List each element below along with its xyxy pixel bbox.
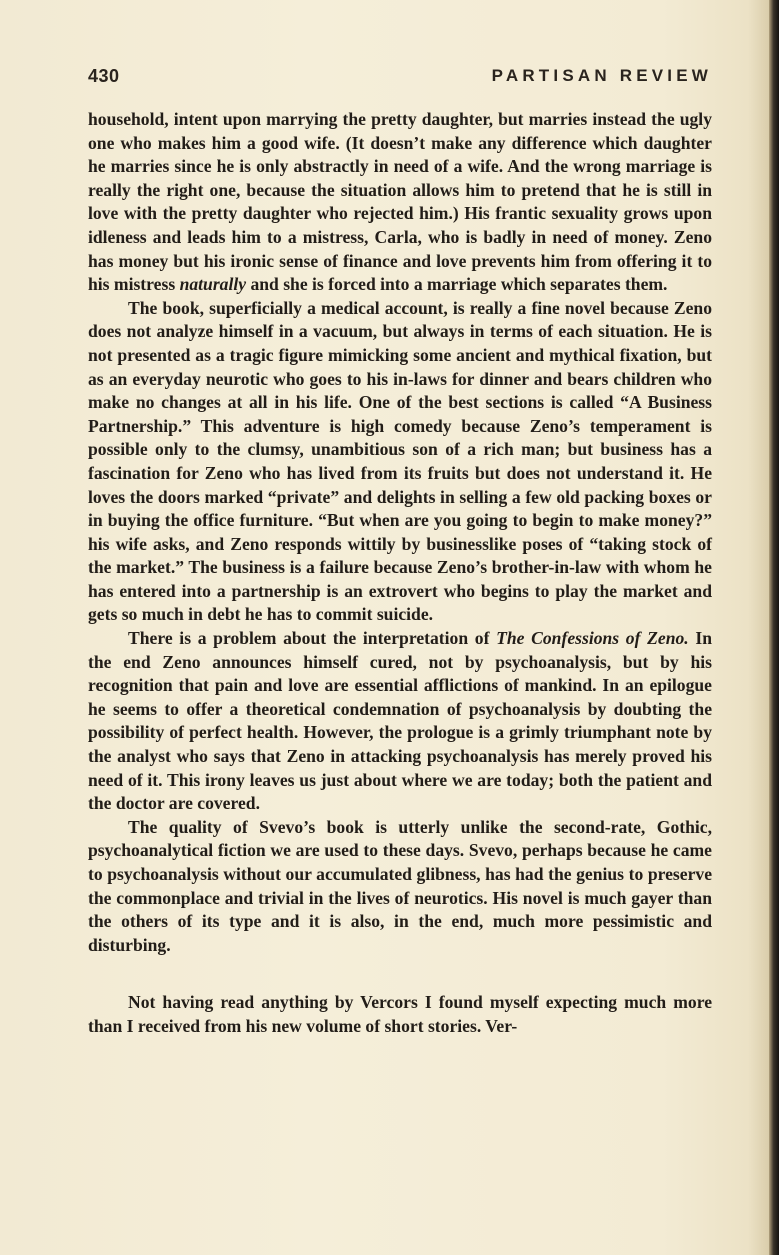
text-segment: The book, superficially a medical account, is really a fine novel because Zeno does not analyze himself in a vacuum, but always in terms of each situation. He is not presented as a tragic figure mimicking some ancient and mythical fixation, but as an everyday neurotic who goes to his in-laws for dinner and bears children who make no changes at all in his life. One of the best sections is called “A Business Partnership.” This adventure is high comedy because Zeno’s temperament is possible only to the clumsy, unambitious son of a rich man; but business has a fascination for Zeno who has lived from its fruits but does not understand it. He loves the doors marked “private” and delights in selling a few old packing boxes or in buying the office furniture. “But when are you going to begin to make money?” his wife asks, and Zeno responds wittily by businesslike poses of “taking stock of the market.” The business is a failure because Zeno’s brother-in-law with whom he has entered into a partnership is an extrovert who begins to play the market and gets so much in debt he has to commit suicide. <box>88 297 712 625</box>
page-number: 430 <box>88 66 120 86</box>
body-text <box>88 108 712 1039</box>
text-segment: The quality of Svevo’s book is utterly unlike the second-rate, Gothic, psychoanalytical fiction we are used to these days. Svevo, perhaps because he came to psychoanalysis without our accumulated glibness, has had the genius to preserve the commonplace and trivial in the lives of neurotics. His novel is much gayer than the others of its type and it is also, in the end, much more pessimistic and disturbing. <box>88 816 712 955</box>
page-binding-edge <box>769 0 779 1255</box>
paragraph-3 <box>88 627 712 816</box>
text-segment: Not having read anything by Vercors I found myself expecting much more than I received from his new volume of short stories. Ver- <box>88 992 712 1036</box>
paragraph-4 <box>88 816 712 958</box>
text-segment: In the end Zeno announces himself cured, not by psychoanalysis, but by his recognition that pain and love are essential afflictions of mankind. In an epilogue he seems to offer a theoretical condemnation of psychoanalysis by doubting the possibility of perfect health. However, the prologue is a grimly triumphant note by the analyst who says that Zeno in attacking psychoanalysis has merely proved his need of it. This irony leaves us just about where we are today; both the patient and the doctor are covered. <box>88 628 712 814</box>
paragraph-2 <box>88 297 712 627</box>
paragraph-5 <box>88 991 712 1038</box>
text-segment: and she is forced into a marriage which separates them. <box>246 274 668 295</box>
running-head: PARTISAN REVIEW <box>491 66 712 85</box>
paragraph-1 <box>88 108 712 297</box>
text-segment: household, intent upon marrying the pretty daughter, but marries instead the ugly one who makes him a good wife. (It doesn’t make any difference which daughter he marries since he is only abstractly in need of a wife. And the wrong marriage is really the right one, because the situation allows him to pretend that he is still in love with the pretty daughter who rejected him.) His frantic sexuality grows upon idleness and leads him to a mistress, Carla, who is badly in need of money. Zeno has money but his ironic sense of finance and love prevents him from offering it to his mistress <box>88 109 712 295</box>
book-title: The Confessions of Zeno. <box>496 628 689 649</box>
page-header <box>88 66 712 92</box>
emphasis: naturally <box>179 274 247 295</box>
text-segment: There is a problem about the interpretation of <box>128 628 497 649</box>
